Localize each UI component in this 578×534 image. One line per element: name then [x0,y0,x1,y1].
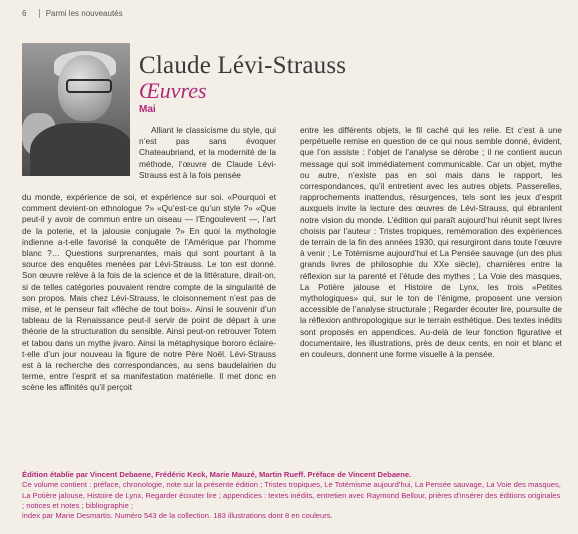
credits-index: index par Marie Desmartis. Numéro 543 de la collection. 183 illustrations dont 8 en couleurs. [22,511,333,521]
body-text-column1-top [139,125,276,181]
paragraph: du monde, expérience de soi, et expérience sur soi. «Pourquoi et comment devient-on ethnologue ?» «Qu’est-ce qu’un style ?» «Que peut-il y avoir de commun entre un oiseau — l’Engoulevent —, l’art de la poterie, et la jalousie conjugale ?» En quoi la mythologie indienne a-t-elle favorisé la conquête de l’Amérique par l’homme blanc ?… Questions surprenantes, mais qui sont pourtant à la source des enquêtes menées par Lévi-Strauss. Le ton est donné. Son œuvre relève à la fois de la science et de la littérature, dirait-on, si de telles catégories pouvaient rendre compte de la singularité de son propos. Mais chez Lévi-Strauss, le cloisonnement n’est pas de mise, et le penseur fait «flèche de tout bois». Ainsi le souvenir d’un tableau de la Renaissance peut-il servir de point de départ à une théorie de la structuration du sensible. Ainsi peut-on retrouver Totem et tabou dans un mythe jivaro. Ainsi la métaphysique bororo éclaire-t-elle d’un jour nouveau la figure de notre Père Noël. Lévi-Strauss est à la recherche des correspondances, au sens baudelairien du terme, entre l’esprit et sa manifestation matérielle. Il met donc en scène les affinités qu’il perçoit [22,192,276,393]
paragraph: Alliant le classicisme du style, qui n’est pas sans évoquer Chateaubriand, et la modernité de la méthode, l’œuvre de Claude Lévi-Strauss est à la fois pensée [139,125,276,180]
section-title: Parmi les nouveautés [39,9,123,18]
paragraph: entre les différents objets, le fil caché qui les relie. Et c’est à une perpétuelle remise en question de ce qui nous semble donné, évident, que l’on assiste : l’objet de l’analyse se dérobe ; il ne contient aucun message qui soit immédiatement communicable. Car un objet, mythe ou autre, n’existe pas en soi mais dans le rapport, les correspondances, qu’il entretient avec les autres objets. Passerelles, rapprochements inattendus, résurgences, tels sont les jeux d’esprit auxquels invite la lecture des œuvres de Lévi-Strauss, qui ébranlent notre vision du monde. L’édition qui paraît aujourd’hui réunit sept livres choisis par l’auteur : Tristes tropiques, remémoration des expériences de terrain de la fin des années 1930, qui resurgiront dans toute l’œuvre à venir ; Le Totémisme aujourd’hui et La Pensée sauvage (un des plus grands livres de philosophie du XXe siècle), charnières entre la réflexion sur la parenté et l’étude des mythes ; La Voie des masques, La Potière jalouse et Histoire de Lynx, les trois «Petites mythologiques» qui, sur le ton de l’énigme, proposent une version accessible de l’analyse structurale ; Regarder écouter lire, poursuite de la réflexion anthropologique sur le terrain esthétique. Des textes inédits sont proposés en appendices. Au-delà de leur fonction figurative et documentaire, les illustrations, près de deux cents, en noir et blanc et en couleurs, donnent une forme visuelle à la pensée. [300,125,562,360]
page-header [22,9,123,18]
body-text-column1-bottom [22,192,276,394]
publication-month: Mai [139,104,156,115]
edition-credits [22,470,562,521]
author-photo [22,43,130,176]
page-number: 6 [22,9,27,18]
credits-contents: Ce volume contient : préface, chronologie, note sur la présente édition ; Tristes tropiques, Le Totémisme aujourd’hui, La Pensée sauvage, La Voie des masques, La Potière jalouse, Histoire de Lynx, Regarder écouter lire ; appendices : textes inédits, entretien avec Raymond Bellour, prières d’insérer des éditions originales ; notices et notes ; bibliographie ; [22,480,561,510]
body-text-column2 [300,125,562,360]
book-author-heading: Claude Lévi-Strauss [139,52,347,79]
credits-editors: Édition établie par Vincent Debaene, Frédéric Keck, Marie Mauzé, Martin Rueff. Préface de Vincent Debaene. [22,470,412,479]
book-title: Œuvres [139,78,207,103]
